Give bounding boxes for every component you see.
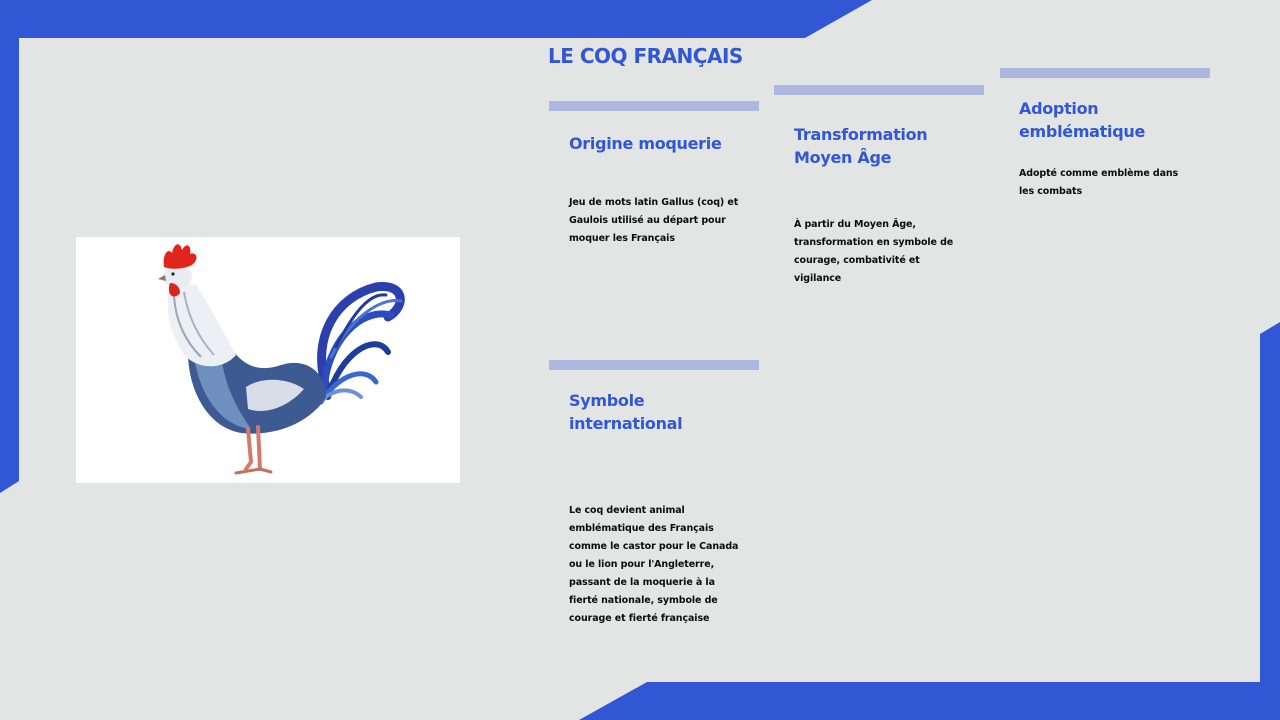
card-3-text: Adopté comme emblème dans les combats [1019, 168, 1179, 197]
card-2-title: Transformation Moyen Âge [794, 125, 928, 167]
rooster-illustration-icon [76, 237, 460, 483]
card-3-accent-bar [1000, 68, 1210, 78]
page-title: LE COQ FRANÇAIS [548, 44, 743, 68]
card-2-text: À partir du Moyen Âge, transformation en symbole de courage, combativité et vigilance [794, 219, 954, 284]
card-1-accent-bar [549, 101, 759, 111]
card-4-text: Le coq devient animal emblématique des Français comme le castor pour le Canada ou le lion pour l'Angleterre, passant de la moquerie à la fierté nationale, symbole de courage et fierté française [569, 505, 739, 624]
card-4-title: Symbole international [569, 391, 683, 433]
card-2-accent-bar [774, 85, 984, 95]
card-3-title: Adoption emblématique [1019, 99, 1146, 141]
card-4-accent-bar [549, 360, 759, 370]
card-1-text: Jeu de mots latin Gallus (coq) et Gaulois utilisé au départ pour moquer les Français [569, 197, 739, 244]
rooster-image [76, 237, 460, 483]
card-1-title: Origine moquerie [569, 134, 722, 153]
